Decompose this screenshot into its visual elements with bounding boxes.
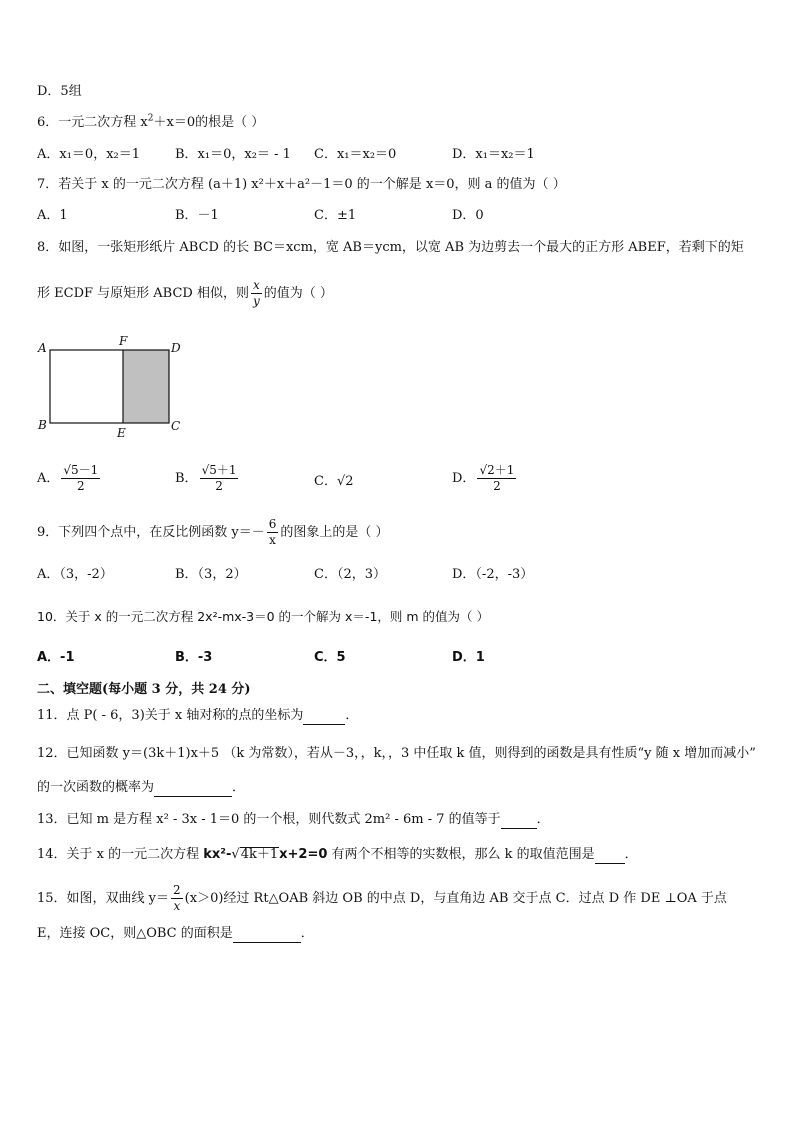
q6-option-d: D．x₁＝x₂＝1 xyxy=(452,147,535,162)
label-a: A xyxy=(38,341,47,355)
q6-stem-pre: 6．一元二次方程 x xyxy=(37,115,148,130)
q8-option-b-fraction xyxy=(200,463,239,494)
q13-text: 13．已知 m 是方程 x² - 3x - 1＝0 的一个根，则代数式 2m² - 6m - 7 的值等于 xyxy=(37,812,501,827)
q15-fraction xyxy=(171,883,183,914)
remaining-rectangle-ecdf xyxy=(123,350,169,423)
q9-stem xyxy=(37,517,389,548)
q11-answer-blank xyxy=(303,710,345,725)
q10-option-a: A．-1 xyxy=(37,650,75,665)
q8-frac-num: x xyxy=(252,278,260,292)
q8-option-d-den: 2 xyxy=(493,479,501,493)
q11-stem xyxy=(37,707,358,725)
q7-option-d: D．0 xyxy=(452,208,484,223)
q6-stem xyxy=(37,114,264,132)
q13-stem xyxy=(37,811,550,829)
q15-text: E，连接 OC，则△OBC 的面积是 xyxy=(37,926,233,941)
q15-end: ． xyxy=(300,926,314,941)
q13-end: ． xyxy=(536,812,550,827)
q8-stem-post: 的值为（ ） xyxy=(263,286,333,301)
q9-option-c: C．（2，3） xyxy=(314,567,386,582)
q12-answer-blank xyxy=(154,782,232,797)
q11-text: 11．点 P( - 6，3)关于 x 轴对称的点的坐标为 xyxy=(37,708,304,723)
q6-stem-sup: 2 xyxy=(147,113,154,124)
q8-option-d-fraction xyxy=(477,463,516,494)
q15-frac-num: 2 xyxy=(173,883,181,897)
q8-option-d-num: √2＋1 xyxy=(479,463,515,477)
label-d: D xyxy=(171,341,181,355)
q9-option-d: D．（-2，-3） xyxy=(452,567,534,582)
q7-option-a: A．1 xyxy=(37,208,68,223)
q6-stem-post: ＋x＝0的根是（ ） xyxy=(153,115,265,130)
q8-option-a-fraction xyxy=(61,463,100,494)
q12-text: 的一次函数的概率为 xyxy=(37,780,155,795)
q14-stem xyxy=(37,846,638,864)
q10-stem: 10．关于 x 的一元二次方程 2x²-mx-3＝0 的一个解为 x＝-1，则 m 的值为（ ） xyxy=(37,609,489,624)
q8-option-b-den: 2 xyxy=(215,479,223,493)
q9-option-a: A．（3，-2） xyxy=(37,567,113,582)
q10-option-b: B．-3 xyxy=(175,650,213,665)
q14-eq-b: x+2=0 xyxy=(279,847,328,862)
q15-pre: 15．如图，双曲线 y＝ xyxy=(37,891,170,906)
q14-answer-blank xyxy=(595,849,625,864)
q8-option-b-num: √5＋1 xyxy=(201,463,237,477)
q8-option-a-den: 2 xyxy=(77,479,85,493)
q14-sqrt: 4k＋1 xyxy=(240,847,279,862)
q6-option-c: C．x₁＝x₂＝0 xyxy=(314,147,397,162)
q14-end: ． xyxy=(624,847,638,862)
q9-fraction xyxy=(267,517,279,548)
q7-option-c: C．±1 xyxy=(314,208,357,223)
q8-rectangle-figure xyxy=(30,332,200,442)
section-2-heading: 二、填空题(每小题 3 分，共 24 分) xyxy=(37,682,251,697)
q11-end: ． xyxy=(345,708,359,723)
q8-option-c-value: √2 xyxy=(336,474,354,489)
q8-option-b xyxy=(175,463,240,494)
q7-stem: 7．若关于 x 的一元二次方程 (a＋1) x²＋x＋a²－1＝0 的一个解是 x＝0，则 a 的值为（ ） xyxy=(37,177,566,192)
q14-post: 有两个不相等的实数根，那么 k 的取值范围是 xyxy=(327,847,595,862)
q8-fraction xyxy=(251,278,262,309)
q15-stem-line1 xyxy=(37,883,727,914)
q8-option-a-num: √5－1 xyxy=(63,463,99,477)
q8-stem-line2 xyxy=(37,278,333,309)
q9-stem-post: 的图象上的是（ ） xyxy=(280,525,389,540)
q14-eq-a: kx²- xyxy=(203,847,232,862)
q9-frac-den: x xyxy=(269,533,276,547)
q8-stem-line1: 8．如图，一张矩形纸片 ABCD 的长 BC＝xcm，宽 AB＝ycm，以宽 AB 为边剪去一个最大的正方形 ABEF，若剩下的矩 xyxy=(37,240,744,255)
q10-option-d: D．1 xyxy=(452,650,485,665)
q8-option-a xyxy=(37,463,102,494)
q15-answer-blank xyxy=(233,928,301,943)
q8-option-c xyxy=(314,473,354,491)
q8-option-c-label: C． xyxy=(314,474,337,489)
q15-frac-den: x xyxy=(173,899,181,913)
q9-frac-num: 6 xyxy=(268,517,277,531)
q14-sqrt-sign: √ xyxy=(231,847,240,862)
label-f: F xyxy=(119,334,128,348)
label-b: B xyxy=(38,418,47,432)
q12-stem-line2 xyxy=(37,779,245,797)
q12-end: ． xyxy=(232,780,246,795)
q14-pre: 14．关于 x 的一元二次方程 xyxy=(37,847,204,862)
q9-option-b: B．（3，2） xyxy=(175,567,247,582)
q6-option-a: A．x₁＝0，x₂＝1 xyxy=(37,147,141,162)
q8-option-d-label: D． xyxy=(452,471,476,486)
q6-option-b: B．x₁＝0，x₂＝ - 1 xyxy=(175,147,291,162)
q8-stem-pre: 形 ECDF 与原矩形 ABCD 相似，则 xyxy=(37,286,249,301)
q7-option-b: B．－1 xyxy=(175,208,219,223)
q12-stem-line1: 12．已知函数 y＝(3k＋1)x＋5 （k 为常数），若从－3，，k，，3 中任取 k 值，则得到的函数是具有性质“y 随 x 增加而减小” xyxy=(37,746,756,761)
q9-stem-pre: 9．下列四个点中，在反比例函数 y＝－ xyxy=(37,525,265,540)
label-e: E xyxy=(117,426,126,440)
q10-option-c: C．5 xyxy=(314,650,346,665)
q8-option-d xyxy=(452,463,518,494)
q15-stem-line2 xyxy=(37,925,314,943)
q8-frac-den: y xyxy=(252,294,260,308)
q5-option-d: D．5组 xyxy=(37,84,82,99)
q8-option-b-label: B． xyxy=(175,471,198,486)
q13-answer-blank xyxy=(501,814,537,829)
label-c: C xyxy=(171,419,181,433)
q8-option-a-label: A． xyxy=(37,471,60,486)
q15-mid: (x＞0)经过 Rt△OAB 斜边 OB 的中点 D，与直角边 AB 交于点 C．过点 D 作 DE ⊥OA 于点 xyxy=(184,891,727,906)
